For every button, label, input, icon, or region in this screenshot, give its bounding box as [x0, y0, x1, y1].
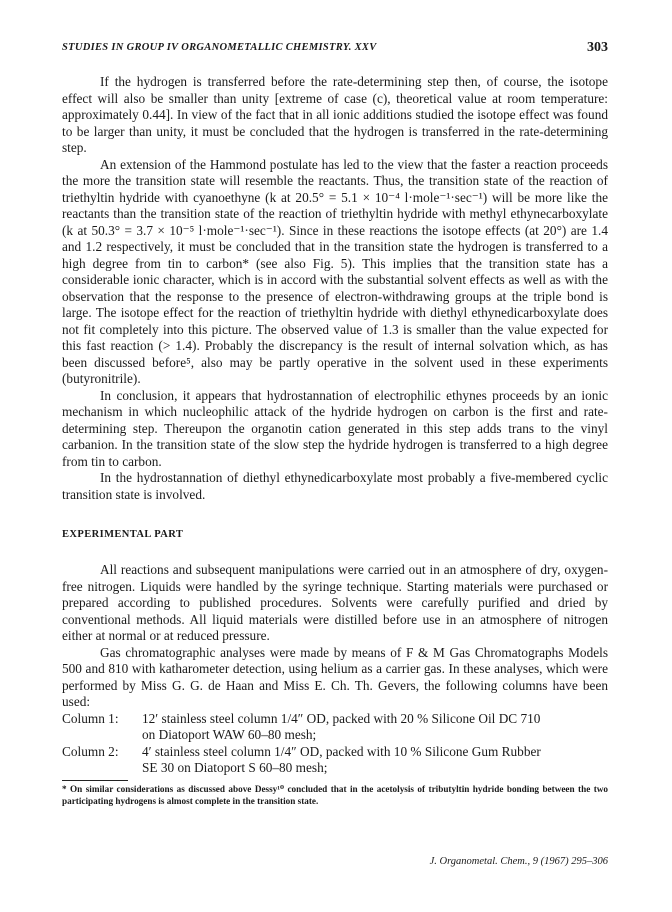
column-entry: [62, 744, 608, 761]
column-label: Column 1:: [62, 710, 119, 726]
page-header: [62, 42, 608, 60]
journal-citation: J. Organometal. Chem., 9 (1967) 295–306: [429, 856, 608, 867]
paragraph: In the hydrostannation of diethyl ethynedicarboxylate most probably a five-membered cyclic transition state is involved.: [62, 470, 608, 502]
running-head: STUDIES IN GROUP IV ORGANOMETALLIC CHEMISTRY. XXV: [62, 42, 377, 53]
paragraph: All reactions and subsequent manipulations were carried out in an atmosphere of dry, oxygen-free nitrogen. Liquids were handled by the syringe technique. Starting materials were purchased or prepared according to published procedures. Solvents were carefully purified and dried by conventional methods. All liquid materials were distilled before use in an atmosphere of nitrogen either at normal or at reduced pressure.: [62, 562, 608, 643]
paragraph: If the hydrogen is transferred before the rate-determining step then, of course, the isotope effect will also be smaller than unity [extreme of case (c), theoretical value at room temperature: approximately 0.44]. In view of the fact that in all ionic additions studied the isotope effect was found to be larger than unity, it must be concluded that the hydrogen is transferred in the rate-determining step.: [62, 74, 608, 155]
footnote-rule: [62, 780, 128, 781]
section-title: EXPERIMENTAL PART: [62, 529, 184, 540]
column-desc: 12′ stainless steel column 1/4″ OD, packed with 20 % Silicone Oil DC 710: [142, 710, 541, 726]
paragraph: An extension of the Hammond postulate has led to the view that the faster a reaction proceeds the more the transition state will resemble the reactants. Thus, the transition state of the reaction of triethyltin hydride with cyanoethyne (k at 20.5° = 5.1 × 10⁻⁴ l·mole⁻¹·sec⁻¹) will be more like the reactants than the transition state of the reaction of triethyltin hydride with methyl ethynecarboxylate (k at 50.3° = 3.7 × 10⁻⁵ l·mole⁻¹·sec⁻¹). Since in these reactions the isotope effects (at 20°) are 1.4 and 1.2 respectively, it must be concluded that in the transition state the hydrogen is transferred to a high degree from tin to carbon* (see also Fig. 5). This implies that the transition state has a considerable ionic character, which is in accord with the substantial solvent effects as well as with the observation that the response to the presence of electron-withdrawing groups at the triple bond is large. The isotope effect for the reaction of triethyltin hydride with diethyl ethynedicarboxylate does not fit completely into this picture. The observed value of 1.3 is smaller than the value expected for this fast reaction (> 1.4). Probably the discrepancy is the result of internal solvation which, as has been discussed before⁵, also may be partly operative in the solvent used in these experiments (butyronitrile).: [62, 156, 608, 386]
column-desc-cont: SE 30 on Diatoport S 60–80 mesh;: [142, 760, 328, 775]
footnote: * On similar considerations as discussed above Dessy¹⁰ concluded that in the acetolysis of tributyltin hydride bonding between the two participating hydrogens is almost complete in the transition state.: [62, 783, 608, 806]
paragraph: In conclusion, it appears that hydrostannation of electrophilic ethynes proceeds by an ionic mechanism in which nucleophilic attack of the hydride hydrogen on carbon is the first and rate-determining step. Thereupon the organotin cation generated in this step adds trans to the vinyl carbanion. In the transition state of the slow step the hydride hydrogen is transferred to a high degree from tin to carbon.: [62, 387, 608, 469]
column-entry: [62, 711, 608, 728]
column-desc: 4′ stainless steel column 1/4″ OD, packed with 10 % Silicone Gum Rubber: [142, 743, 541, 759]
page-body: [62, 74, 608, 807]
column-label: Column 2:: [62, 743, 119, 759]
column-desc-cont: on Diatoport WAW 60–80 mesh;: [142, 727, 317, 742]
paragraph: Gas chromatographic analyses were made by means of F & M Gas Chromatographs Models 500 and 810 with katharometer detection, using helium as a carrier gas. In these analyses, which were performed by Miss G. G. de Haan and Miss E. Ch. Th. Gevers, the following columns have been used:: [62, 644, 608, 709]
page-number: 303: [587, 40, 608, 55]
